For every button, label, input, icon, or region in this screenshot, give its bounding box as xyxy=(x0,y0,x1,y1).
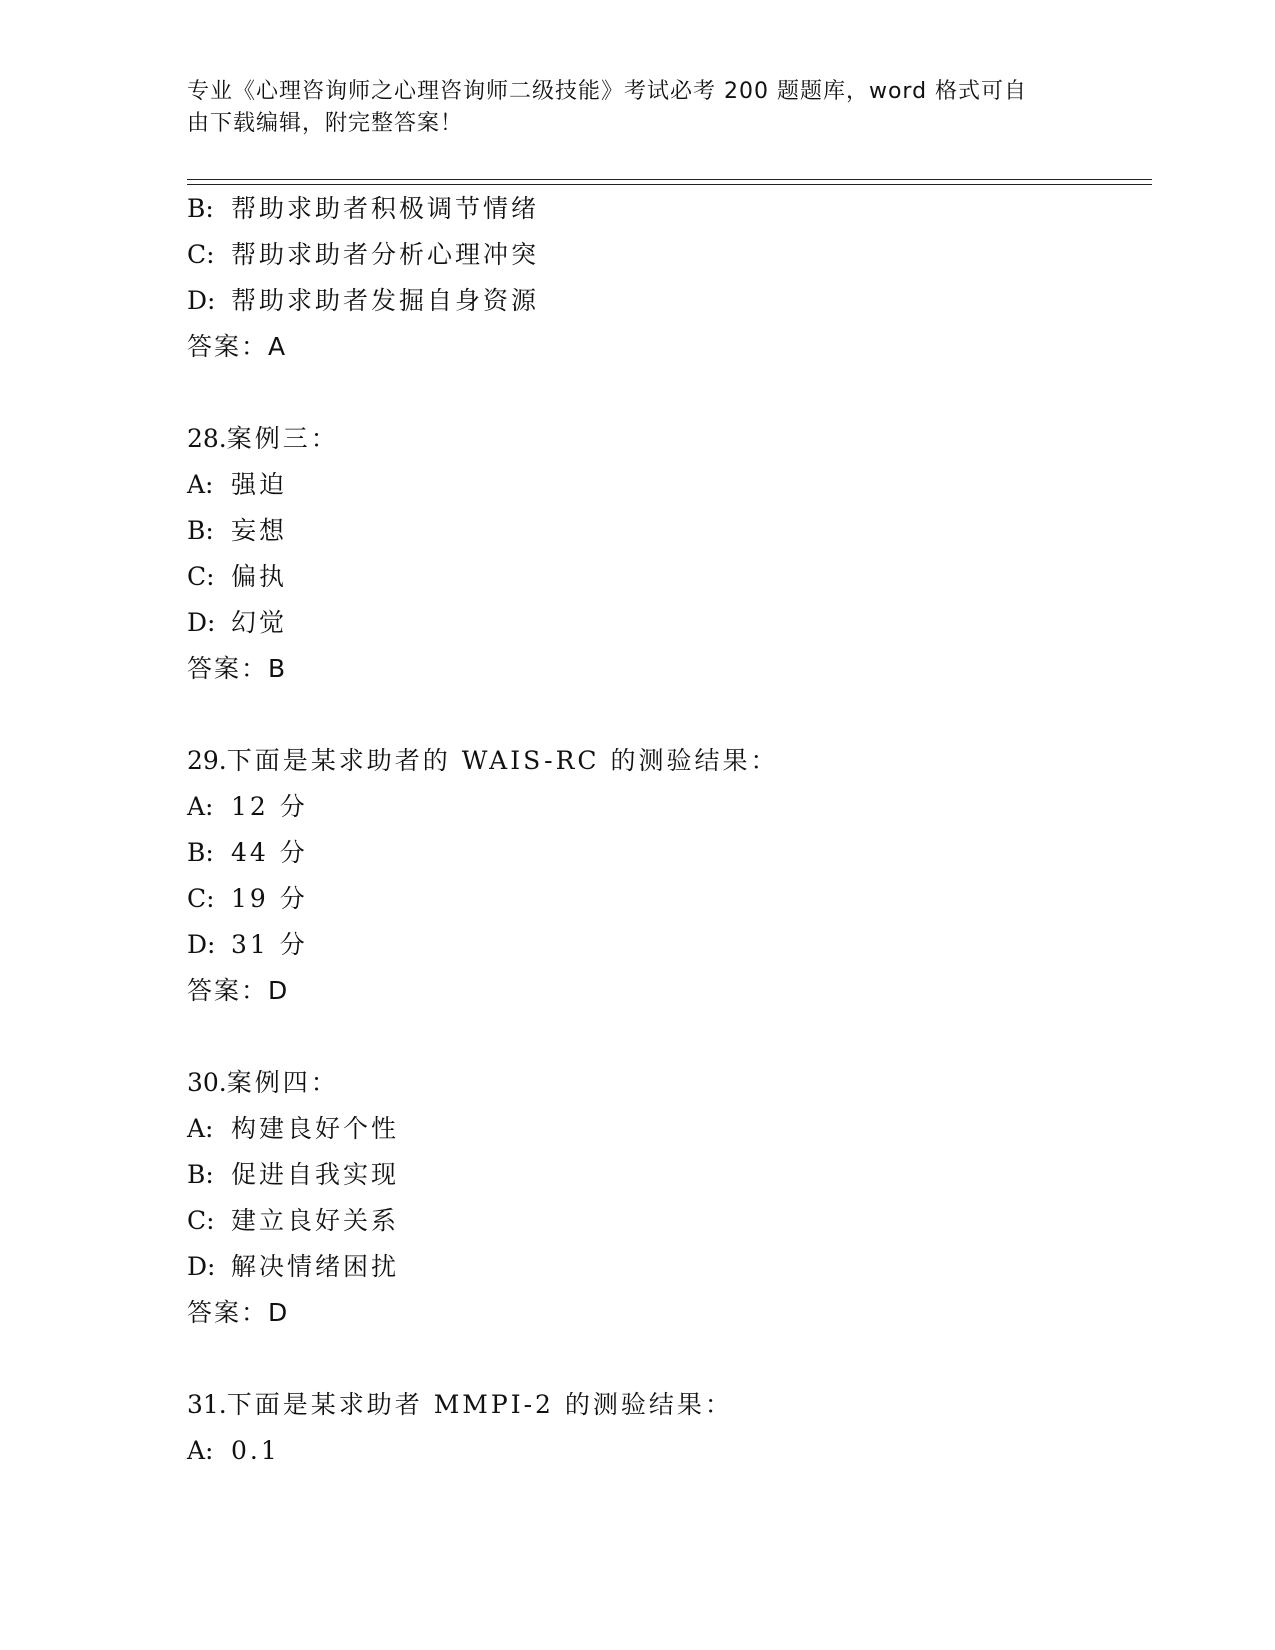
question-number: 28. xyxy=(187,424,227,453)
option-label: D: xyxy=(187,1252,216,1281)
question-stem xyxy=(187,1382,1147,1428)
option-text: 0.1 xyxy=(231,1436,280,1465)
question-number: 31. xyxy=(187,1390,227,1419)
option-c xyxy=(187,876,1147,922)
option-label: A: xyxy=(187,1114,214,1143)
option-d xyxy=(187,922,1147,968)
option-text: 偏执 xyxy=(231,562,288,591)
option-text: 帮助求助者积极调节情绪 xyxy=(231,194,540,223)
option-label: C: xyxy=(187,562,215,591)
option-label: D: xyxy=(187,930,216,959)
option-text: 妄想 xyxy=(231,516,288,545)
option-c xyxy=(187,232,1147,278)
header-line-1: 专业《心理咨询师之心理咨询师二级技能》考试必考 200 题题库，word 格式可自 xyxy=(187,79,1028,104)
option-c xyxy=(187,1198,1147,1244)
option-a xyxy=(187,1106,1147,1152)
question-list xyxy=(187,186,1147,1474)
spacer xyxy=(187,1336,1147,1382)
question-stem xyxy=(187,738,1147,784)
document-header xyxy=(187,76,1067,140)
answer-line: 答案：A xyxy=(187,332,288,361)
question-text: 案例四： xyxy=(226,1068,339,1097)
header-divider-bottom xyxy=(187,184,1152,185)
option-b xyxy=(187,1152,1147,1198)
spacer xyxy=(187,370,1147,416)
option-text: 19 分 xyxy=(231,884,308,913)
header-line-2: 由下载编辑，附完整答案！ xyxy=(187,111,464,136)
answer-line: 答案：B xyxy=(187,654,288,683)
spacer xyxy=(187,692,1147,738)
option-label: B: xyxy=(187,194,214,223)
option-label: D: xyxy=(187,608,216,637)
option-label: B: xyxy=(187,516,214,545)
question-stem xyxy=(187,1060,1147,1106)
option-text: 帮助求助者发掘自身资源 xyxy=(231,286,540,315)
question-31 xyxy=(187,1382,1147,1474)
option-a xyxy=(187,1428,1147,1474)
option-d xyxy=(187,278,1147,324)
option-label: B: xyxy=(187,838,214,867)
option-a xyxy=(187,462,1147,508)
question-29 xyxy=(187,738,1147,1014)
question-stem xyxy=(187,416,1147,462)
option-text: 构建良好个性 xyxy=(231,1114,400,1143)
question-text: 下面是某求助者的 WAIS-RC 的测验结果： xyxy=(226,746,779,775)
option-c xyxy=(187,554,1147,600)
option-label: B: xyxy=(187,1160,214,1189)
question-text: 案例三： xyxy=(226,424,339,453)
option-text: 44 分 xyxy=(231,838,308,867)
option-b xyxy=(187,508,1147,554)
option-label: A: xyxy=(187,1436,214,1465)
option-label: A: xyxy=(187,792,214,821)
question-28 xyxy=(187,416,1147,692)
question-number: 29. xyxy=(187,746,227,775)
option-label: C: xyxy=(187,884,215,913)
option-d xyxy=(187,600,1147,646)
question-number: 30. xyxy=(187,1068,227,1097)
option-text: 帮助求助者分析心理冲突 xyxy=(231,240,540,269)
option-text: 促进自我实现 xyxy=(231,1160,400,1189)
option-a xyxy=(187,784,1147,830)
question-27-continued xyxy=(187,186,1147,370)
option-b xyxy=(187,186,1147,232)
option-d xyxy=(187,1244,1147,1290)
option-b xyxy=(187,830,1147,876)
option-text: 建立良好关系 xyxy=(231,1206,400,1235)
option-text: 强迫 xyxy=(231,470,288,499)
option-text: 幻觉 xyxy=(231,608,288,637)
option-text: 12 分 xyxy=(231,792,308,821)
option-text: 31 分 xyxy=(231,930,308,959)
spacer xyxy=(187,1014,1147,1060)
option-label: D: xyxy=(187,286,216,315)
answer-line: 答案：D xyxy=(187,976,290,1005)
option-label: A: xyxy=(187,470,214,499)
header-divider-top xyxy=(187,179,1152,180)
answer-line: 答案：D xyxy=(187,1298,290,1327)
question-text: 下面是某求助者 MMPI-2 的测验结果： xyxy=(226,1390,733,1419)
question-30 xyxy=(187,1060,1147,1336)
option-text: 解决情绪困扰 xyxy=(231,1252,400,1281)
option-label: C: xyxy=(187,1206,215,1235)
option-label: C: xyxy=(187,240,215,269)
